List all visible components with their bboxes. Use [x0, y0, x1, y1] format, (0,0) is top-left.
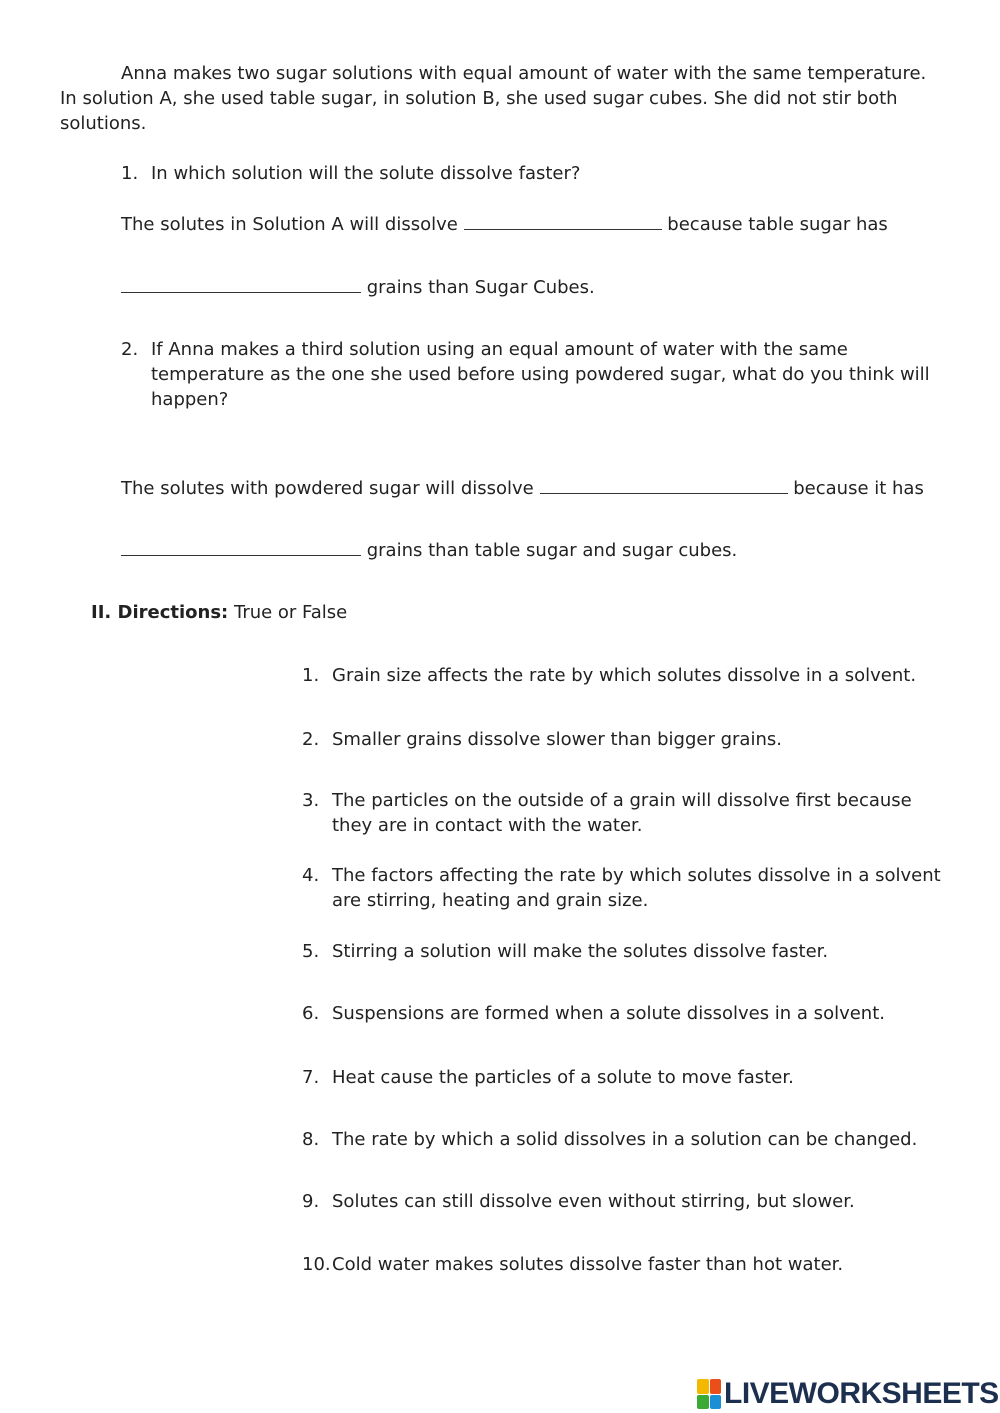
- tf-item-3[interactable]: [302, 788, 912, 838]
- tf-item-6[interactable]: [302, 1001, 885, 1026]
- tf-item-number: 9.: [302, 1191, 320, 1212]
- q1-answer-middle: because table sugar has: [667, 214, 888, 235]
- tf-item-9[interactable]: [302, 1189, 855, 1214]
- intro-line-1: Anna makes two sugar solutions with equal amount of water with the same temperature.: [121, 63, 927, 84]
- tf-item-1[interactable]: [302, 663, 916, 688]
- tf-item-text-cont: they are in contact with the water.: [332, 815, 643, 836]
- question-2-line-3: happen?: [151, 389, 229, 410]
- tf-item-text: The particles on the outside of a grain will dissolve first because: [332, 790, 912, 811]
- tf-item-number: 3.: [302, 790, 320, 811]
- tf-item-text: Stirring a solution will make the solutes dissolve faster.: [332, 941, 829, 962]
- q1-blank-1[interactable]: [464, 211, 662, 230]
- liveworksheets-logo: [697, 1376, 999, 1412]
- tf-item-4[interactable]: [302, 863, 941, 913]
- liveworksheets-badge-icon: [697, 1379, 721, 1409]
- tf-item-5[interactable]: [302, 939, 828, 964]
- question-2-line-2: temperature as the one she used before using powdered sugar, what do you think will: [151, 364, 930, 385]
- tf-item-number: 1.: [302, 665, 320, 686]
- q1-answer-suffix: grains than Sugar Cubes.: [366, 277, 595, 298]
- section-2-label: II. Directions:: [91, 602, 229, 623]
- tf-item-2[interactable]: [302, 727, 782, 752]
- question-2-answer-line-1: [121, 475, 924, 501]
- question-2: [121, 337, 930, 412]
- tf-item-text: Suspensions are formed when a solute dissolves in a solvent.: [332, 1003, 885, 1024]
- q2-answer-suffix: grains than table sugar and sugar cubes.: [366, 540, 738, 561]
- tf-item-number: 7.: [302, 1067, 320, 1088]
- section-2-heading: [91, 600, 347, 625]
- tf-item-7[interactable]: [302, 1065, 794, 1090]
- tf-item-text: Cold water makes solutes dissolve faster than hot water.: [332, 1254, 844, 1275]
- q2-blank-1[interactable]: [540, 475, 788, 494]
- tf-item-text: The factors affecting the rate by which solutes dissolve in a solvent: [332, 865, 941, 886]
- question-2-answer-line-2: [121, 537, 737, 563]
- q2-blank-2[interactable]: [121, 537, 361, 556]
- tf-item-number: 5.: [302, 941, 320, 962]
- tf-item-number: 8.: [302, 1129, 320, 1150]
- tf-item-number: 6.: [302, 1003, 320, 1024]
- q2-answer-middle: because it has: [793, 478, 924, 499]
- tf-item-text: The rate by which a solid dissolves in a solution can be changed.: [332, 1129, 918, 1150]
- tf-item-number: 10.: [302, 1254, 331, 1275]
- tf-item-text-cont: are stirring, heating and grain size.: [332, 890, 649, 911]
- q1-answer-prefix: The solutes in Solution A will dissolve: [121, 214, 458, 235]
- tf-item-number: 2.: [302, 729, 320, 750]
- question-1: [121, 161, 580, 186]
- tf-item-text: Heat cause the particles of a solute to move faster.: [332, 1067, 794, 1088]
- tf-item-text: Grain size affects the rate by which solutes dissolve in a solvent.: [332, 665, 917, 686]
- question-2-number: 2.: [121, 339, 139, 360]
- section-2-text: True or False: [233, 602, 348, 623]
- question-1-answer-line-1: [121, 211, 888, 237]
- tf-item-8[interactable]: [302, 1127, 917, 1152]
- question-1-number: 1.: [121, 163, 139, 184]
- question-1-text: In which solution will the solute dissolve faster?: [151, 163, 581, 184]
- intro-line-2: In solution A, she used table sugar, in solution B, she used sugar cubes. She did not stir both: [60, 88, 898, 109]
- question-1-answer-line-2: [121, 274, 595, 300]
- q1-blank-2[interactable]: [121, 274, 361, 293]
- tf-item-text: Solutes can still dissolve even without stirring, but slower.: [332, 1191, 855, 1212]
- tf-item-number: 4.: [302, 865, 320, 886]
- tf-item-10[interactable]: [302, 1252, 843, 1277]
- q2-answer-prefix: The solutes with powdered sugar will dissolve: [121, 478, 534, 499]
- brand-name: LIVEWORKSHEETS: [724, 1377, 999, 1410]
- intro-line-3: solutions.: [60, 113, 147, 134]
- question-2-line-1: If Anna makes a third solution using an equal amount of water with the same: [151, 339, 848, 360]
- tf-item-text: Smaller grains dissolve slower than bigger grains.: [332, 729, 782, 750]
